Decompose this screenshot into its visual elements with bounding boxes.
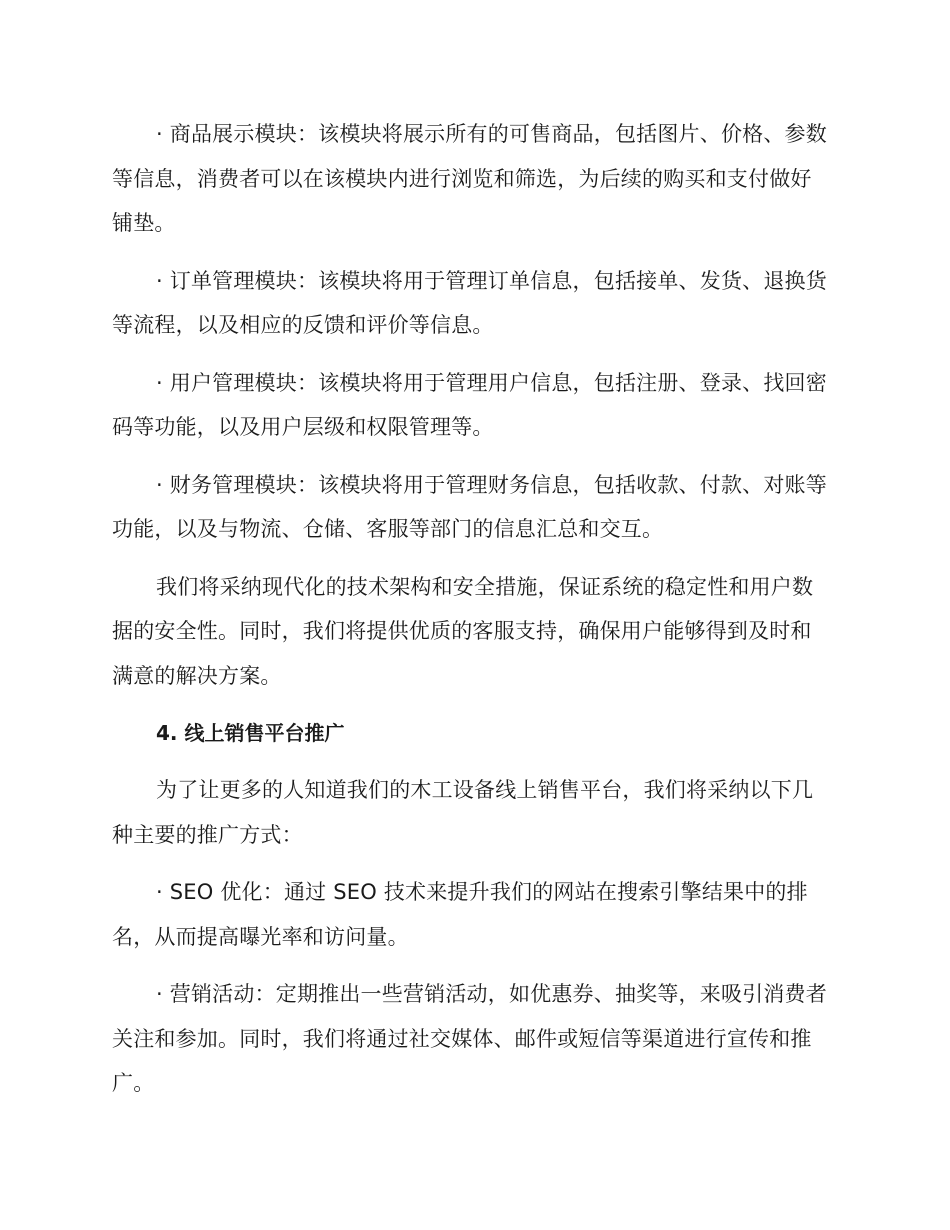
paragraph-order-management-module: · 订单管理模块：该模块将用于管理订单信息，包括接单、发货、退换货等流程，以及相应的反馈和评价等信息。 xyxy=(112,268,827,337)
paragraph-promotion-intro: 为了让更多的人知道我们的木工设备线上销售平台，我们将采纳以下几种主要的推广方式： xyxy=(112,778,814,847)
paragraph-finance-management-module: · 财务管理模块：该模块将用于管理财务信息，包括收款、付款、对账等功能，以及与物流、仓储、客服等部门的信息汇总和交互。 xyxy=(112,472,827,541)
document-body xyxy=(112,112,832,1106)
paragraph-architecture-security: 我们将采纳现代化的技术架构和安全措施，保证系统的稳定性和用户数据的安全性。同时，我们将提供优质的客服支持，确保用户能够得到及时和满意的解决方案。 xyxy=(112,574,814,688)
section-heading: 4. 线上销售平台推广 xyxy=(156,721,345,745)
paragraph-product-display-module: · 商品展示模块：该模块将展示所有的可售商品，包括图片、价格、参数等信息，消费者可以在该模块内进行浏览和筛选，为后续的购买和支付做好铺垫。 xyxy=(112,122,827,235)
paragraph-marketing-activities: · 营销活动：定期推出一些营销活动，如优惠券、抽奖等，来吸引消费者关注和参加。同时，我们将通过社交媒体、邮件或短信等渠道进行宣传和推广。 xyxy=(112,982,827,1095)
paragraph-seo-optimization: · SEO 优化：通过 SEO 技术来提升我们的网站在搜索引擎结果中的排名，从而提高曝光率和访问量。 xyxy=(112,880,808,949)
paragraph-user-management-module: · 用户管理模块：该模块将用于管理用户信息，包括注册、登录、找回密码等功能，以及用户层级和权限管理等。 xyxy=(112,370,827,439)
